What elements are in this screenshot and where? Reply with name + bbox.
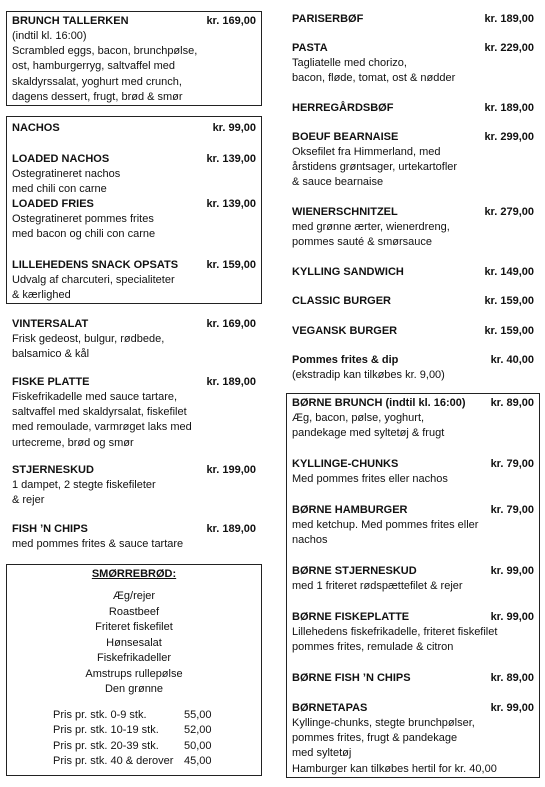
menu-item-description: med ketchup. Med pommes frites eller nachos	[292, 519, 479, 547]
menu-item-price: kr. 189,00	[484, 102, 534, 114]
menu-item	[6, 522, 262, 552]
menu-item-price: kr. 99,00	[490, 611, 534, 623]
menu-item-price: kr. 79,00	[490, 504, 534, 516]
menu-item	[286, 294, 540, 309]
menu-item-name: BØRNE HAMBURGER	[292, 504, 408, 516]
menu-item-name: BØRNE FISKEPLATTE	[292, 611, 410, 623]
menu-item-name: PARISERBØF	[292, 13, 364, 25]
menu-item	[286, 353, 540, 383]
smorrebrod-topping: Roastbeef	[108, 605, 160, 618]
smorrebrod-price-list	[7, 708, 261, 770]
menu-item-description: 1 dampet, 2 stegte fiskefileter & rejer	[12, 479, 156, 507]
menu-item	[287, 457, 539, 487]
menu-item-name: BOEUF BEARNAISE	[292, 131, 399, 143]
menu-item-price: kr. 139,00	[206, 198, 256, 210]
menu-item-price: kr. 149,00	[484, 266, 534, 278]
price-tier-label: Pris pr. stk. 20-39 stk.	[53, 739, 159, 752]
menu-item-price: kr. 299,00	[484, 131, 534, 143]
smorrebrod-topping: Hønsesalat	[106, 636, 162, 649]
menu-item-name: FISKE PLATTE	[12, 376, 90, 388]
menu-item-price: kr. 139,00	[206, 153, 256, 165]
menu-item-name: NACHOS	[12, 122, 60, 134]
menu-item	[286, 130, 540, 191]
price-tier-label: Pris pr. stk. 0-9 stk.	[53, 708, 147, 721]
menu-item-price: kr. 159,00	[206, 259, 256, 271]
menu-item-description: Frisk gedeost, bulgur, rødbede, balsamico & kål	[12, 333, 165, 361]
menu-item-price: kr. 40,00	[490, 354, 534, 366]
menu-item-description: Med pommes frites eller nachos	[292, 473, 448, 485]
snack-box	[6, 116, 262, 304]
menu-item-price: kr. 279,00	[484, 206, 534, 218]
menu-item-description: med grønne ærter, wienerdreng, pommes sauté & smørsauce	[292, 221, 450, 249]
smorrebrod-topping: Amstrups rullepølse	[85, 667, 183, 680]
menu-item-name: PASTA	[292, 42, 328, 54]
menu-item-description: Kyllinge-chunks, stegte brunchpølser, pommes frites, frugt & pandekage med syltetøj Hamburger kan tilkøbes hertil for kr. 40,00	[292, 717, 497, 775]
menu-item-price: kr. 99,00	[490, 565, 534, 577]
menu-item-description: Æg, bacon, pølse, yoghurt, pandekage med syltetøj & frugt	[292, 412, 445, 440]
menu-item-price: kr. 169,00	[206, 318, 256, 330]
price-tier-value: 50,00	[184, 739, 212, 752]
menu-item-name: LOADED FRIES	[12, 198, 94, 210]
menu-item-name: HERREGÅRDSBØF	[292, 102, 394, 114]
menu-item-name: FISH ’N CHIPS	[12, 523, 88, 535]
menu-item-name: LILLEHEDENS SNACK OPSATS	[12, 259, 179, 271]
menu-item-name: Pommes frites & dip	[292, 354, 399, 366]
menu-item-price: kr. 169,00	[206, 15, 256, 27]
menu-item-description: (ekstradip kan tilkøbes kr. 9,00)	[292, 369, 445, 381]
smorrebrod-box	[6, 564, 262, 776]
menu-item-description: Ostegratineret nachos med chili con carne	[12, 168, 121, 196]
smorrebrod-topping: Æg/rejer	[112, 590, 156, 602]
menu-item-name: CLASSIC BURGER	[292, 295, 392, 307]
menu-item-name: VINTERSALAT	[12, 318, 89, 330]
menu-item-description: Ostegratineret pommes frites med bacon og chili con carne	[12, 213, 156, 241]
menu-item	[287, 701, 539, 777]
menu-item-name: WIENERSCHNITZEL	[292, 206, 398, 218]
menu-item	[286, 324, 540, 339]
menu-item-price: kr. 189,00	[206, 523, 256, 535]
menu-item-name: BØRNE STJERNESKUD	[292, 565, 417, 577]
price-tier-label: Pris pr. stk. 10-19 stk.	[53, 724, 159, 736]
price-tier-value: 55,00	[184, 708, 212, 721]
smorrebrod-topping: Den grønne	[104, 683, 164, 695]
menu-item-price: kr. 99,00	[212, 122, 256, 134]
menu-item	[7, 121, 261, 136]
menu-item-description: (indtil kl. 16:00) Scrambled eggs, bacon, brunchpølse, ost, hamburgerryg, saltvaffel med skaldyrssalat, yoghurt med crunch, dagens dessert, frugt, brød & smør	[12, 30, 198, 103]
price-tier-value: 45,00	[184, 755, 212, 767]
menu-item-price: kr. 159,00	[484, 295, 534, 307]
menu-item-price: kr. 89,00	[490, 397, 534, 409]
menu-item	[286, 41, 540, 86]
price-tier-label: Pris pr. stk. 40 & derover	[53, 755, 174, 767]
menu-item-price: kr. 189,00	[484, 13, 534, 25]
menu-item	[6, 317, 262, 362]
menu-item-description: Lillehedens fiskefrikadelle, friteret fiskefilet pommes frites, remulade & citron	[292, 626, 498, 654]
menu-item-name: LOADED NACHOS	[12, 153, 110, 165]
brunch-box	[6, 11, 262, 106]
menu-item-name: BØRNE BRUNCH (indtil kl. 16:00)	[292, 397, 466, 409]
menu-item	[7, 197, 261, 242]
menu-item-name: BØRNE FISH ’N CHIPS	[292, 672, 411, 684]
menu-item	[6, 375, 262, 451]
menu-item-name: KYLLINGE-CHUNKS	[292, 458, 399, 470]
price-row	[53, 723, 261, 739]
menu-item-description: Udvalg af charcuteri, specialiteter & kærlighed	[12, 274, 175, 302]
menu-item-price: kr. 79,00	[490, 458, 534, 470]
menu-item-description: Fiskefrikadelle med sauce tartare, saltvaffel med skaldyrsalat, fiskefilet med remoulade, varmrøget laks med urtecreme, brød og smør	[12, 391, 192, 449]
price-row	[53, 754, 261, 770]
menu-item-price: kr. 199,00	[206, 464, 256, 476]
menu-item-price: kr. 89,00	[490, 672, 534, 684]
menu-item	[286, 101, 540, 116]
menu-item	[287, 671, 539, 686]
smorrebrod-title: SMØRREBRØD:	[91, 568, 177, 580]
menu-item	[286, 205, 540, 250]
smorrebrod-topping: Friteret fiskefilet	[95, 621, 173, 633]
menu-item-description: Tagliatelle med chorizo, bacon, fløde, tomat, ost & nødder	[292, 57, 456, 85]
menu-item	[7, 258, 261, 303]
menu-item	[287, 564, 539, 594]
menu-item-name: VEGANSK BURGER	[292, 325, 398, 337]
menu-item-price: kr. 229,00	[484, 42, 534, 54]
kids-menu-box	[286, 393, 540, 778]
menu-item-description: med pommes frites & sauce tartare	[12, 538, 184, 550]
menu-item	[287, 610, 539, 655]
price-row	[53, 739, 261, 755]
menu-item-name: BØRNETAPAS	[292, 702, 368, 714]
menu-item-name: STJERNESKUD	[12, 464, 94, 476]
menu-item-price: kr. 159,00	[484, 325, 534, 337]
price-tier-value: 52,00	[184, 724, 212, 736]
menu-item	[286, 12, 540, 27]
menu-item	[6, 463, 262, 508]
price-row	[53, 708, 261, 724]
menu-item	[287, 503, 539, 548]
menu-item-description: Oksefilet fra Himmerland, med årstidens grøntsager, urtekartofler & sauce bearnaise	[292, 146, 458, 189]
menu-item-header	[12, 14, 256, 29]
menu-item	[286, 265, 540, 280]
menu-item	[7, 152, 261, 197]
menu-item-name: KYLLING SANDWICH	[292, 266, 404, 278]
menu-item-price: kr. 99,00	[490, 702, 534, 714]
smorrebrod-topping: Fiskefrikadeller	[97, 652, 171, 664]
menu-item	[287, 396, 539, 441]
menu-item-price: kr. 189,00	[206, 376, 256, 388]
menu-item-description: med 1 friteret rødspættefilet & rejer	[292, 580, 463, 592]
menu-item-name: BRUNCH TALLERKEN	[12, 15, 129, 27]
